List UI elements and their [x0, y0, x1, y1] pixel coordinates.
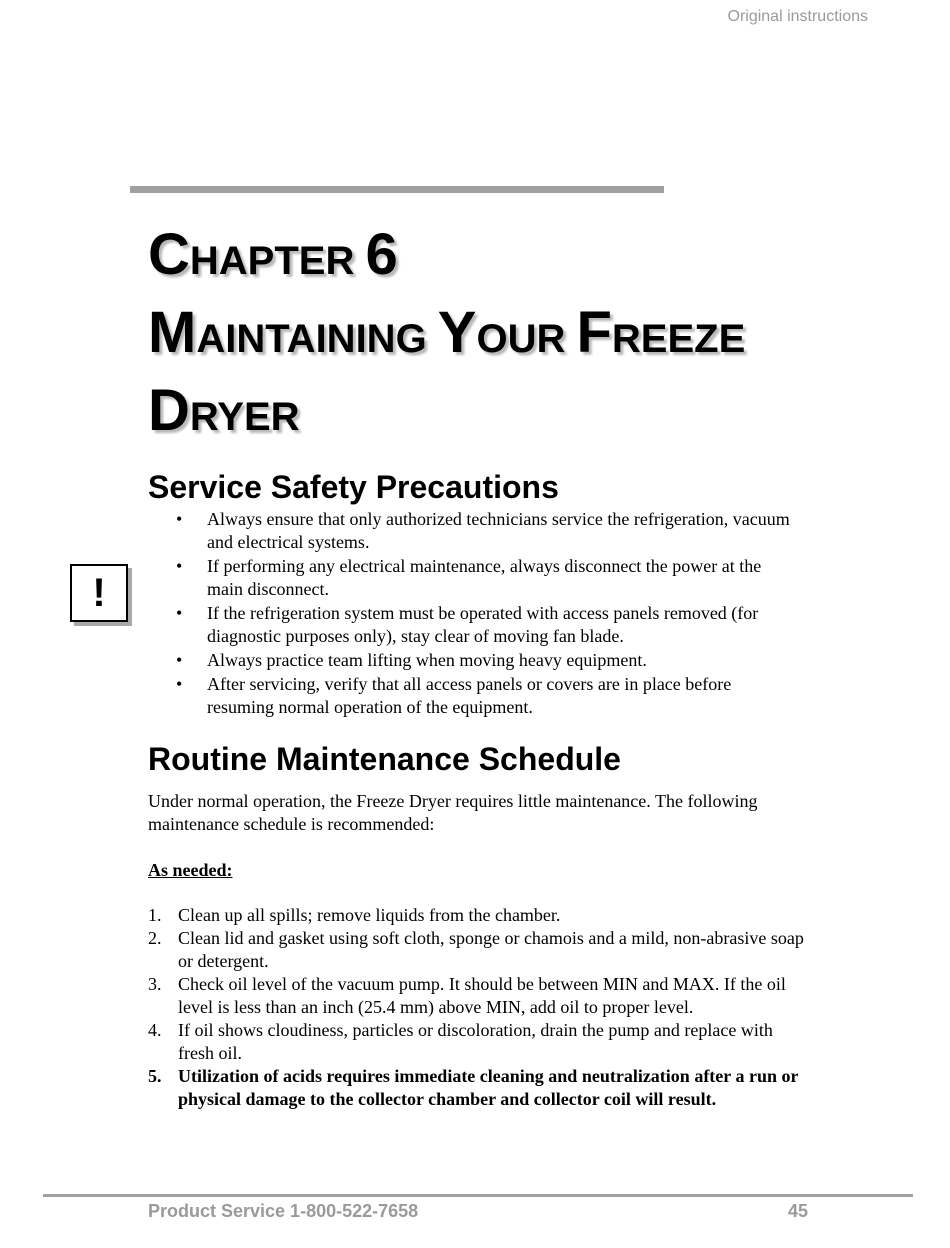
maintenance-steps-list [148, 904, 808, 1111]
chapter-title-cap: F [576, 300, 612, 365]
footer-divider [43, 1194, 913, 1197]
as-needed-subheading: As needed: [148, 860, 233, 880]
routine-intro-paragraph: Under normal operation, the Freeze Dryer requires little maintenance. The following maintenance schedule is recommended: [148, 791, 758, 834]
step-text: Utilization of acids requires immediate cleaning and neutralization after a run or physical damage to the collector chamber and collector coil will result. [178, 1066, 799, 1109]
list-item-text: If performing any electrical maintenance, always disconnect the power at the main disconnect. [207, 556, 762, 599]
step-number: 5. [148, 1066, 162, 1086]
list-item [176, 555, 796, 601]
exclamation-icon [70, 564, 128, 622]
step-text: If oil shows cloudiness, particles or discoloration, drain the pump and replace with fresh oil. [178, 1020, 773, 1063]
list-item-text: If the refrigeration system must be operated with access panels removed (for diagnostic purposes only), stay clear of moving fan blade. [207, 603, 759, 646]
bullet-icon: • [176, 650, 183, 670]
step-text: Check oil level of the vacuum pump. It should be between MIN and MAX. If the oil level is less than an inch (25.4 mm) above MIN, add oil to proper level. [178, 974, 786, 1017]
step-text: Clean lid and gasket using soft cloth, sponge or chamois and a mild, non-abrasive soap or detergent. [178, 928, 804, 971]
top-divider [130, 186, 664, 193]
step-number: 4. [148, 1020, 162, 1040]
safety-precautions-list [176, 508, 796, 720]
list-item-text: Always practice team lifting when moving heavy equipment. [207, 650, 647, 670]
list-item [148, 904, 808, 927]
list-item [176, 508, 796, 554]
chapter-title-rest: HAPTER [189, 239, 366, 283]
chapter-title-rest: OUR [476, 317, 577, 361]
step-number: 3. [148, 974, 162, 994]
chapter-title-rest: AINTAINING [196, 317, 438, 361]
list-item [148, 1065, 808, 1111]
chapter-title-cap: D [148, 378, 190, 443]
chapter-title-rest: RYER [189, 395, 300, 439]
chapter-title-line-3 [148, 378, 300, 443]
chapter-title-line-1 [148, 222, 398, 287]
chapter-title-cap: Y [437, 300, 477, 365]
section-heading-routine-maintenance: Routine Maintenance Schedule [148, 741, 621, 777]
step-number: 2. [148, 928, 162, 948]
chapter-title-rest: REEZE [611, 317, 746, 361]
list-item [148, 927, 808, 973]
bullet-icon: • [176, 674, 183, 694]
original-instructions-label: Original instructions [727, 8, 868, 25]
step-number: 1. [148, 905, 162, 925]
list-item [148, 973, 808, 1019]
bullet-icon: • [176, 556, 183, 576]
section-heading-safety: Service Safety Precautions [148, 469, 559, 505]
chapter-title-line-2 [148, 300, 746, 365]
page-number: 45 [787, 1201, 808, 1221]
chapter-title-cap: C [148, 222, 190, 287]
list-item [176, 602, 796, 648]
list-item-text: Always ensure that only authorized technicians service the refrigeration, vacuum and electrical systems. [207, 509, 790, 552]
chapter-number: 6 [365, 222, 398, 287]
bullet-icon: • [176, 603, 183, 623]
footer-product-service: Product Service 1-800-522-7658 [148, 1201, 419, 1221]
chapter-title-cap: M [148, 300, 197, 365]
exclamation-glyph: ! [92, 570, 106, 615]
list-item [176, 673, 796, 719]
list-item-text: After servicing, verify that all access panels or covers are in place before resuming normal operation of the equipment. [207, 674, 732, 717]
step-text: Clean up all spills; remove liquids from the chamber. [178, 905, 561, 925]
list-item [148, 1019, 808, 1065]
list-item [176, 649, 796, 672]
bullet-icon: • [176, 509, 183, 529]
